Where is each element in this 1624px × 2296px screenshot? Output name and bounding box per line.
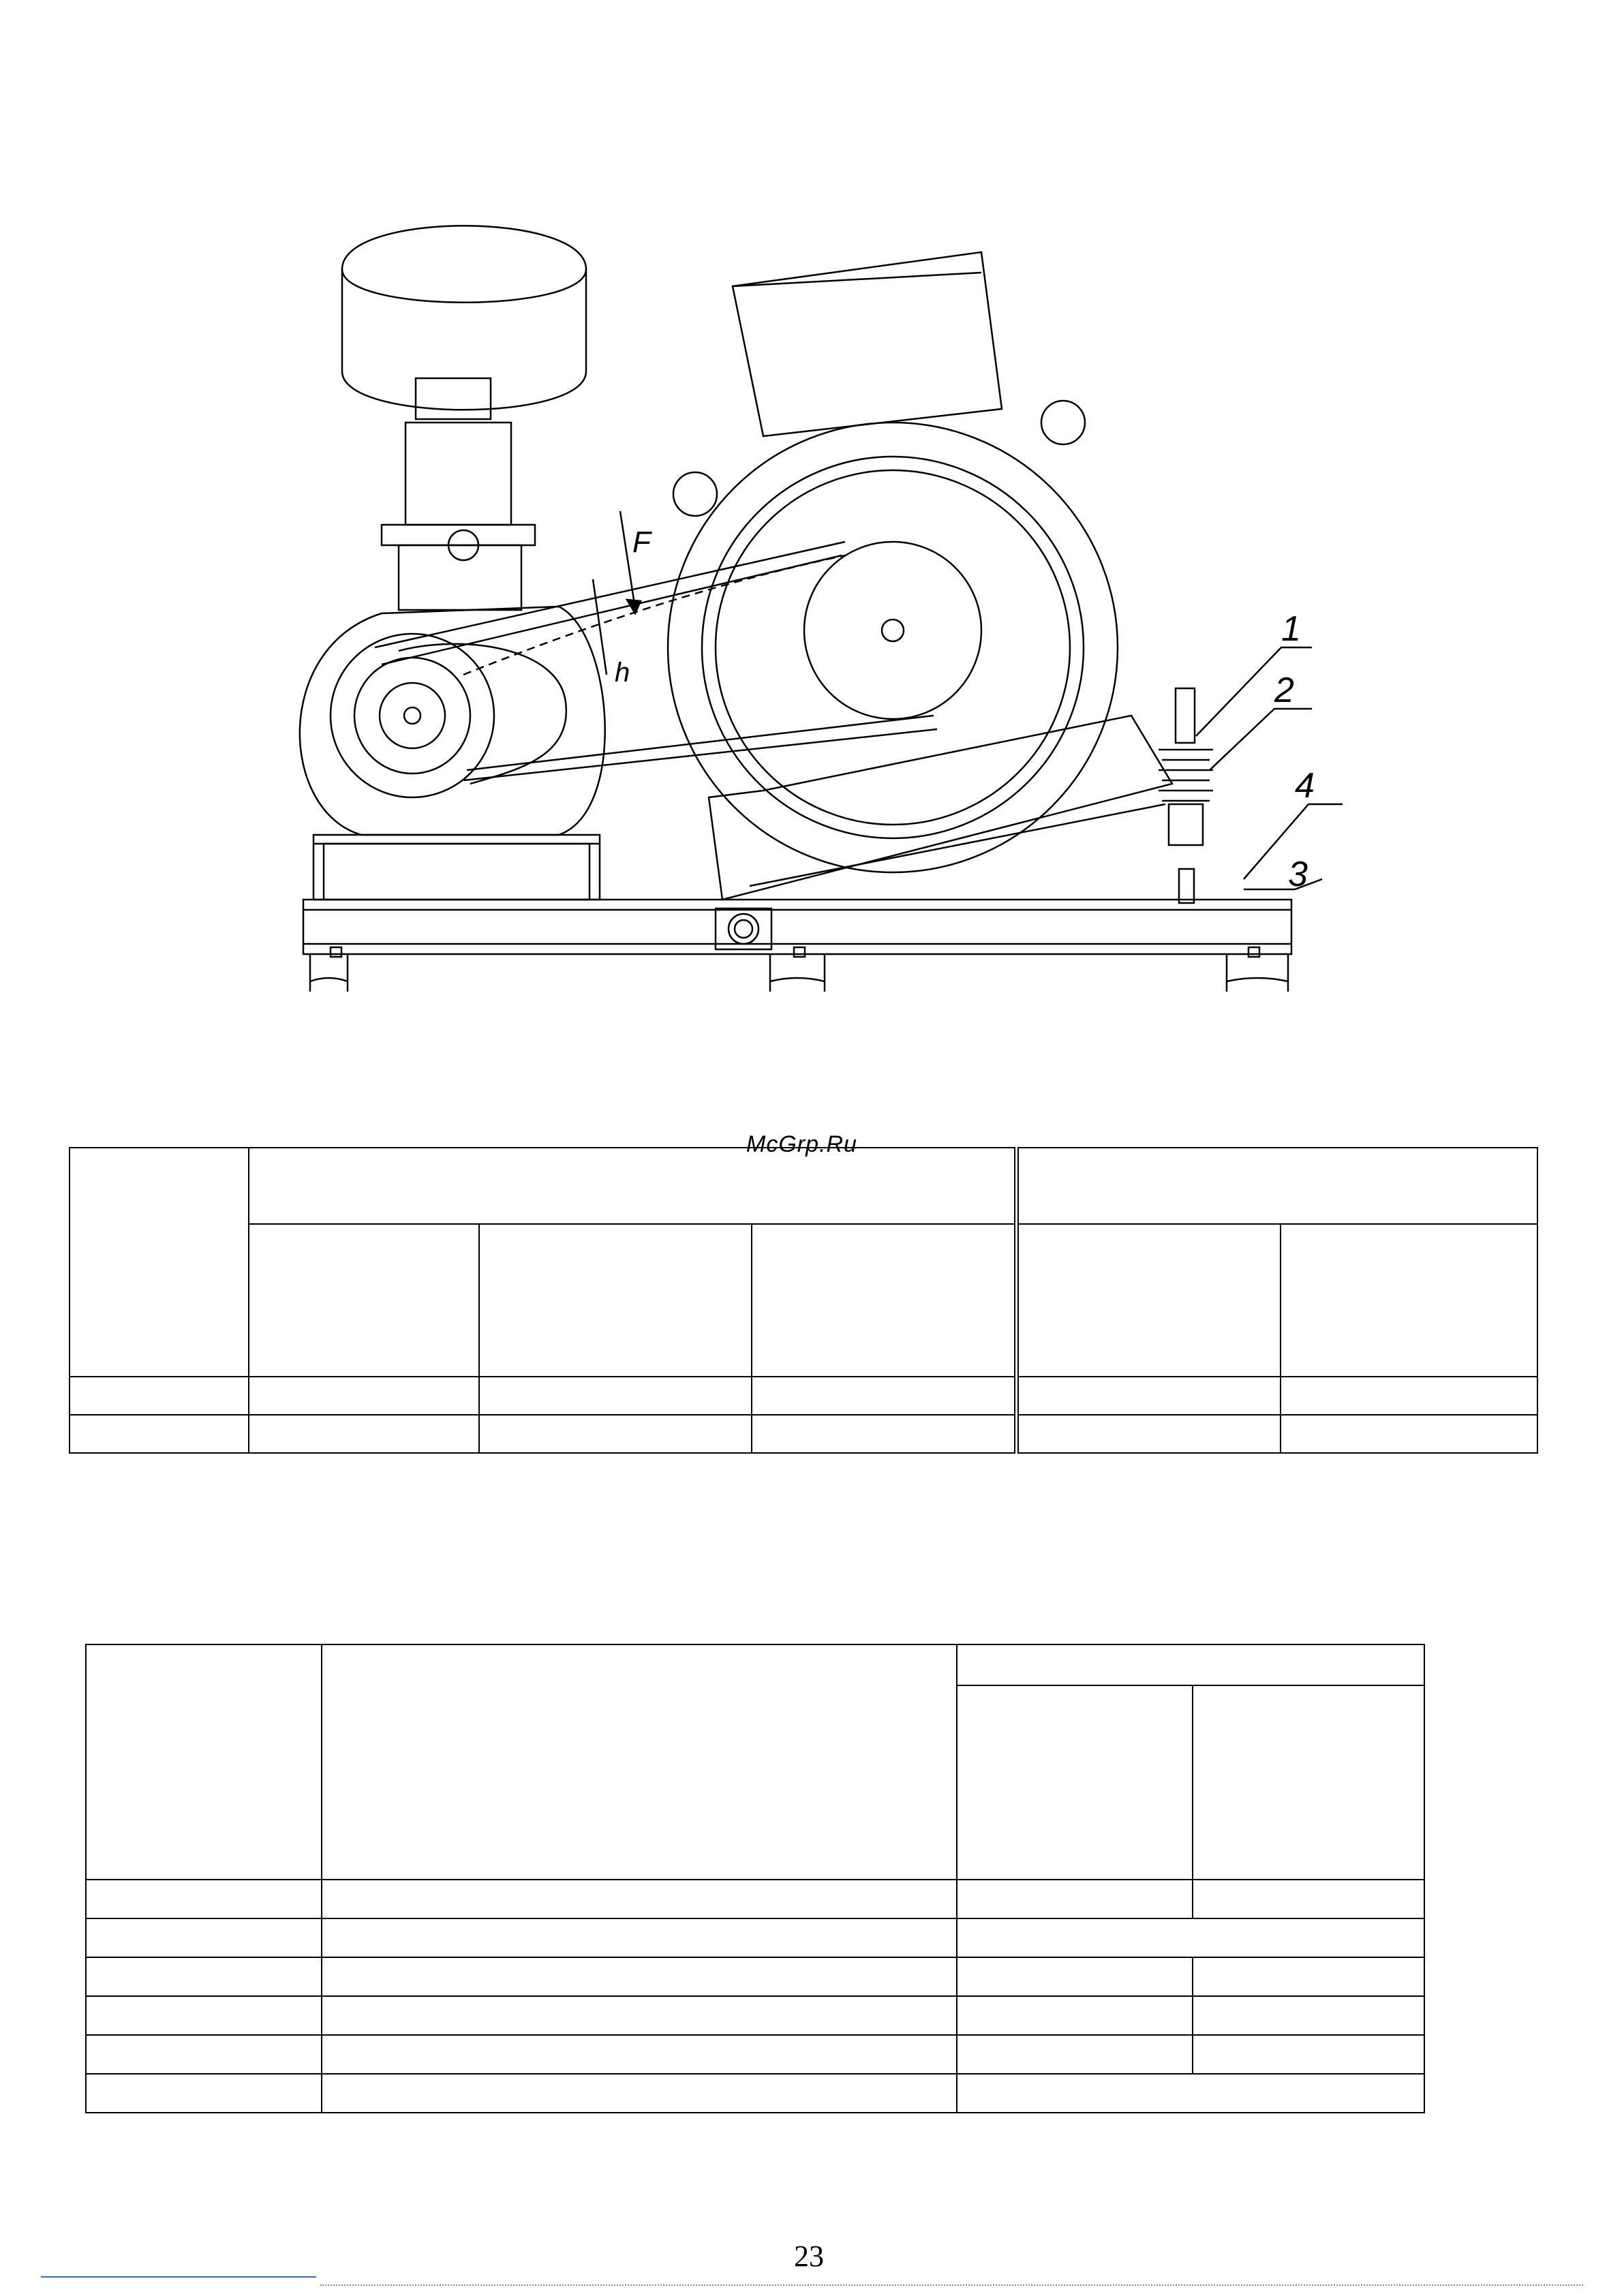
watermark: McGrp.Ru <box>746 1131 857 1157</box>
table-cell <box>322 2074 957 2113</box>
table-header-cell <box>957 1685 1193 1880</box>
force-label: F <box>632 525 651 559</box>
table-cell <box>322 1918 957 1957</box>
footer-rule <box>320 2284 1583 2286</box>
blower-pedestal <box>313 835 600 900</box>
electric-motor <box>668 252 1172 900</box>
table-cell <box>1016 1415 1281 1453</box>
table-header-cell <box>1193 1685 1424 1880</box>
v-belt <box>375 542 937 780</box>
table-header-row <box>86 1644 1424 1685</box>
table-cell <box>86 1880 322 1918</box>
table-cell <box>322 1996 957 2035</box>
deflection-label: h <box>615 658 630 688</box>
table-cell <box>322 2035 957 2074</box>
callout-3: 3 <box>1288 855 1308 894</box>
belt-drive-drawing <box>259 198 1418 1015</box>
callout-leaders <box>1196 647 1343 889</box>
table-cell <box>479 1377 752 1415</box>
table-cell <box>1281 1377 1537 1415</box>
table-header-cell <box>479 1224 752 1377</box>
table-header-cell <box>86 1644 322 1880</box>
table-cell <box>1193 1880 1424 1918</box>
table-cell <box>1193 2035 1424 2074</box>
table-cell <box>1016 1377 1281 1415</box>
table-cell <box>70 1377 249 1415</box>
blower <box>300 607 605 835</box>
table-cell <box>957 1918 1424 1957</box>
callout-4: 4 <box>1295 766 1315 806</box>
table-row <box>86 2035 1424 2074</box>
table-cell <box>86 1957 322 1996</box>
table-cell <box>752 1377 1016 1415</box>
table-cell <box>479 1415 752 1453</box>
table-cell <box>752 1415 1016 1453</box>
footer-link-line[interactable] <box>41 2276 316 2278</box>
filter-silencer <box>342 226 586 610</box>
table-cell <box>249 1377 479 1415</box>
table-row <box>86 1918 1424 1957</box>
table-header-cell <box>1016 1224 1281 1377</box>
table-cell <box>86 2074 322 2113</box>
table-header-row <box>70 1148 1537 1224</box>
table-row <box>70 1415 1537 1453</box>
table-cell <box>322 1880 957 1918</box>
table-cell <box>86 2035 322 2074</box>
table-1 <box>69 1147 1538 1454</box>
table-cell <box>957 2074 1424 2113</box>
table-row <box>70 1377 1537 1415</box>
table-cell <box>1193 1957 1424 1996</box>
base-frame <box>303 900 1291 992</box>
callout-1: 1 <box>1281 609 1301 649</box>
table-header-cell <box>957 1644 1424 1685</box>
table-cell <box>322 1957 957 1996</box>
table-cell <box>957 1880 1193 1918</box>
table-2 <box>85 1644 1425 2113</box>
table-cell <box>1281 1415 1537 1453</box>
table-cell <box>86 1918 322 1957</box>
table-cell <box>957 1957 1193 1996</box>
table-cell <box>70 1415 249 1453</box>
table-cell <box>86 1996 322 2035</box>
table-header-cell <box>1016 1148 1537 1224</box>
table-cell <box>249 1415 479 1453</box>
table-row <box>86 1957 1424 1996</box>
table-header-cell <box>70 1148 249 1377</box>
tensioner-assembly <box>1159 688 1213 903</box>
table-cell <box>1193 1996 1424 2035</box>
table-cell <box>957 2035 1193 2074</box>
table-cell <box>957 1996 1193 2035</box>
table-header-cell <box>249 1148 1016 1224</box>
table-header-cell <box>322 1644 957 1880</box>
table-row <box>86 1996 1424 2035</box>
table-header-row <box>70 1224 1537 1377</box>
belt-drive-svg <box>259 198 1418 1015</box>
table-header-cell <box>752 1224 1016 1377</box>
table-row <box>86 1880 1424 1918</box>
table-header-cell <box>1281 1224 1537 1377</box>
table-row <box>86 2074 1424 2113</box>
callout-2: 2 <box>1274 671 1294 710</box>
page-number: 23 <box>794 2239 824 2273</box>
table-header-cell <box>249 1224 479 1377</box>
